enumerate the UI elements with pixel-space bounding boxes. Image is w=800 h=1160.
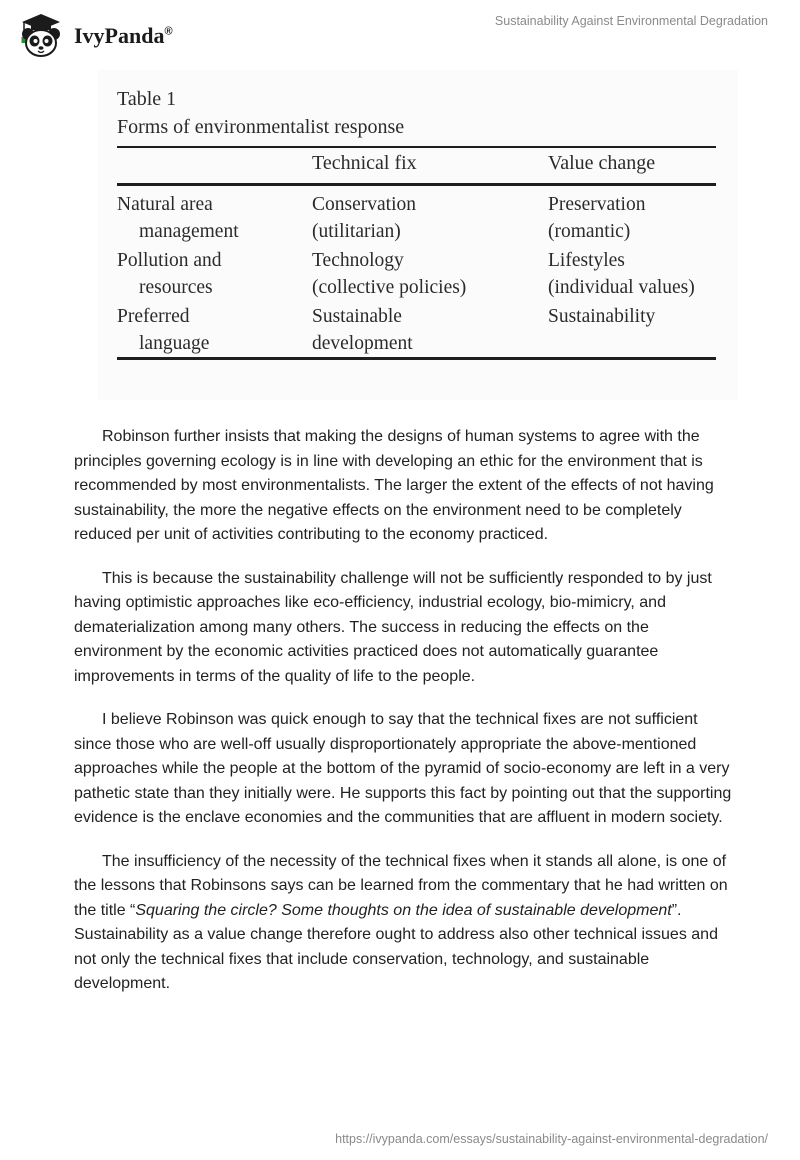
value-change-cell: Sustainability bbox=[548, 306, 656, 327]
value-change-cell: Lifestyles (individual values) bbox=[548, 250, 695, 298]
paragraph: The insufficiency of the necessity of the technical fixes when it stands all alone, is one of the lessons that Robinsons says can be learned from the commentary that he had written on the title “Squaring the circle? Some thoughts on the idea of sustainable development”. Sustainability as a value change therefore ought to address also other technical issues and not only the technical fixes that include conservation, technology, and sustainable development. bbox=[74, 852, 728, 992]
table-label: Table 1 bbox=[117, 88, 177, 110]
table-top-rule bbox=[117, 146, 716, 148]
registered-mark: ® bbox=[164, 25, 173, 38]
paragraph: I believe Robinson was quick enough to say that the technical fixes are not sufficient since those who are well-off usually disproportionately appropriate the above-mentioned approaches while the people at the bottom of the pyramid of socio-economy are left in a very pathetic state than they initially were. He supports this fact by pointing out that the supporting evidence is the enclave economies and the communities that are affluent in modern society. bbox=[74, 711, 732, 826]
paragraph: Robinson further insists that making the designs of human systems to agree with the principles governing ecology is in line with developing an ethic for the environment that is recommended by most environmentalists. The larger the extent of the effects of not having sustainability, the more the negative effects on the environment need to be completely reduced per unit of activities contributing to the economy practiced. bbox=[74, 428, 714, 543]
row-label-cell: Natural area management bbox=[117, 194, 239, 242]
document-title: Sustainability Against Environmental Degradation bbox=[494, 14, 768, 28]
column-header-value-change: Value change bbox=[548, 152, 656, 174]
paragraph: This is because the sustainability challenge will not be sufficiently responded to by just having optimistic approaches like eco-efficiency, industrial ecology, bio-mimicry, and dematerialization among many others. The success in reducing the effects on the environment by the economic activities practiced does not automatically guarantee improvements in terms of the quality of life to the people. bbox=[74, 569, 712, 685]
panda-graduate-icon bbox=[14, 10, 68, 58]
table-figure bbox=[98, 70, 738, 400]
technical-fix-cell: Conservation (utilitarian) bbox=[312, 194, 416, 242]
brand-name: IvyPanda® bbox=[74, 23, 173, 48]
table-caption: Forms of environmentalist response bbox=[117, 116, 405, 138]
row-label-cell: Preferred language bbox=[117, 306, 210, 354]
column-header-technical-fix: Technical fix bbox=[312, 152, 417, 174]
table-bottom-rule bbox=[117, 357, 716, 360]
source-url[interactable]: https://ivypanda.com/essays/sustainability-against-environmental-degradation/ bbox=[335, 1132, 768, 1146]
page-header bbox=[0, 0, 800, 60]
article-body bbox=[74, 425, 734, 1016]
cited-title: Squaring the circle? Some thoughts on the idea of sustainable development bbox=[135, 901, 672, 919]
row-label-cell: Pollution and resources bbox=[117, 250, 222, 298]
technical-fix-cell: Technology (collective policies) bbox=[312, 250, 467, 298]
table-header-rule bbox=[117, 183, 716, 186]
brand-logo[interactable] bbox=[14, 10, 173, 58]
technical-fix-cell: Sustainable development bbox=[312, 306, 413, 354]
value-change-cell: Preservation (romantic) bbox=[548, 194, 646, 242]
